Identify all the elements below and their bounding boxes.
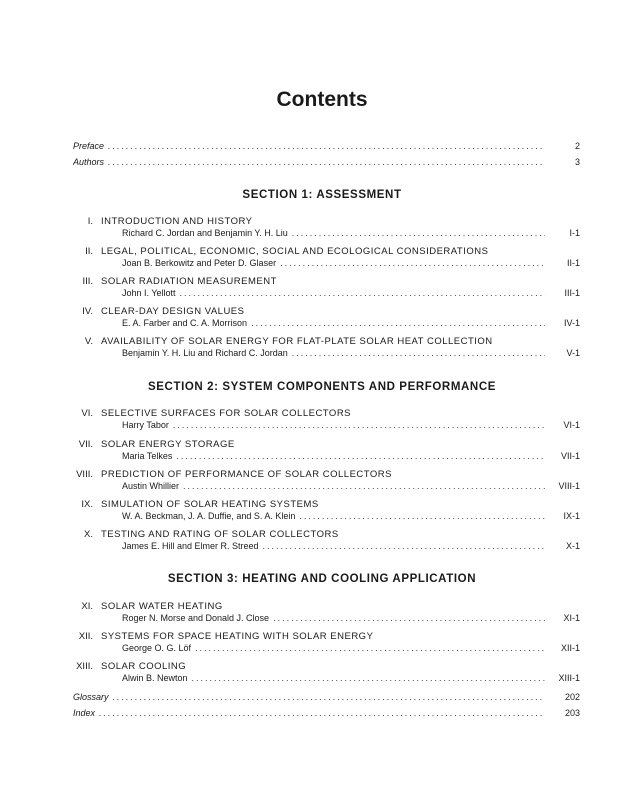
chapter-title: TESTING AND RATING OF SOLAR COLLECTORS [101,529,339,540]
chapter-number: XIII. [76,661,93,672]
chapter-number: III. [82,276,93,287]
chapter-number: II. [85,246,93,257]
page-number: 2 [574,141,580,151]
dot-leader [113,691,545,704]
chapter-authors-row[interactable] [0,672,618,685]
page-number: IX-1 [563,511,580,521]
dot-leader [280,257,545,270]
chapter-authors-row[interactable] [0,480,618,493]
dot-leader [195,642,545,655]
leader-line [73,140,545,153]
chapter-authors-row[interactable] [0,419,618,432]
chapter-number: XII. [78,631,93,642]
dot-leader [173,419,545,432]
leader-line [122,480,545,493]
leader-line [122,450,545,463]
chapter-title: AVAILABILITY OF SOLAR ENERGY FOR FLAT-PLATE SOLAR HEAT COLLECTION [101,336,493,347]
leader-line [122,510,545,523]
leader-line [122,317,545,330]
entry-label: Richard C. Jordan and Benjamin Y. H. Liu [122,228,288,238]
dot-leader [273,612,545,625]
entry-label: Maria Telkes [122,451,173,461]
entry-label: E. A. Farber and C. A. Morrison [122,318,248,328]
entry-label: Austin Whillier [122,481,180,491]
chapter-title: SOLAR COOLING [101,661,187,672]
chapter-authors-row[interactable] [0,257,618,270]
chapter-authors-row[interactable] [0,227,618,240]
page-number: III-1 [564,288,580,298]
chapter-authors-row[interactable] [0,540,618,553]
back-matter-entry[interactable] [0,691,618,704]
dot-leader [192,672,545,685]
entry-label: Roger N. Morse and Donald J. Close [122,613,270,623]
entry-label: Harry Tabor [122,420,169,430]
page-number: XI-1 [563,613,580,623]
page-number: IV-1 [563,318,580,328]
dot-leader [99,707,545,720]
dot-leader [263,540,545,553]
chapter-authors-row[interactable] [0,642,618,655]
chapter-title: SOLAR WATER HEATING [101,601,223,612]
chapter-title: SOLAR RADIATION MEASUREMENT [101,276,277,287]
page-number: XIII-1 [558,673,580,683]
chapter-authors-row[interactable] [0,450,618,463]
entry-label: Index [73,708,96,718]
chapter-title: PREDICTION OF PERFORMANCE OF SOLAR COLLECTORS [101,469,393,480]
chapter-title: CLEAR-DAY DESIGN VALUES [101,306,245,317]
section-heading: SECTION 1: ASSESSMENT [242,189,402,201]
chapter-number: V. [84,336,93,347]
chapter-authors-row[interactable] [0,510,618,523]
leader-line [122,642,545,655]
page-number: I-1 [569,228,580,238]
chapter-number: IX. [81,499,93,510]
dot-leader [180,287,545,300]
dot-leader [183,480,545,493]
page-number: 203 [564,708,580,718]
chapter-number: IV. [82,306,93,317]
chapter-title: SELECTIVE SURFACES FOR SOLAR COLLECTORS [101,408,352,419]
chapter-number: VI. [81,408,93,419]
chapter-number: XI. [81,601,93,612]
page-number: XII-1 [560,643,580,653]
chapter-number: VIII. [76,469,93,480]
dot-leader [292,227,545,240]
chapter-authors-row[interactable] [0,287,618,300]
chapter-title: SOLAR ENERGY STORAGE [101,439,235,450]
chapter-title: INTRODUCTION AND HISTORY [101,216,253,227]
page-number: VIII-1 [558,481,580,491]
page-number: II-1 [566,258,580,268]
leader-line [73,707,545,720]
entry-label: George O. G. Löf [122,643,192,653]
page-title: Contents [276,88,368,111]
page-number: V-1 [566,348,580,358]
dot-leader [108,156,545,169]
chapter-number: VII. [78,439,93,450]
leader-line [122,227,545,240]
entry-label: Benjamin Y. H. Liu and Richard C. Jordan [122,348,288,358]
entry-label: W. A. Beckman, J. A. Duffie, and S. A. Klein [122,511,296,521]
dot-leader [176,450,545,463]
chapter-title: LEGAL, POLITICAL, ECONOMIC, SOCIAL AND ECOLOGICAL CONSIDERATIONS [101,246,489,257]
page-number: 3 [574,157,580,167]
chapter-title: SIMULATION OF SOLAR HEATING SYSTEMS [101,499,319,510]
leader-line [122,257,545,270]
entry-label: James E. Hill and Elmer R. Streed [122,541,259,551]
section-heading: SECTION 2: SYSTEM COMPONENTS AND PERFORMANCE [148,381,496,393]
dot-leader [299,510,545,523]
chapter-authors-row[interactable] [0,317,618,330]
entry-label: Preface [73,141,105,151]
entry-label: Alwin B. Newton [122,673,188,683]
entry-label: Glossary [73,692,109,702]
leader-line [73,156,545,169]
chapter-number: I. [87,216,93,227]
dot-leader [108,140,545,153]
section-heading: SECTION 3: HEATING AND COOLING APPLICATION [167,573,477,585]
entry-label: Authors [73,157,105,167]
leader-line [122,672,545,685]
leader-line [122,540,545,553]
chapter-authors-row[interactable] [0,612,618,625]
page-number: 202 [564,692,580,702]
leader-line [122,347,545,360]
leader-line [122,287,545,300]
front-matter-entry[interactable] [0,156,618,169]
page-number: VII-1 [560,451,580,461]
page-number: VI-1 [563,420,580,430]
leader-line [122,419,545,432]
leader-line [122,612,545,625]
page-number: X-1 [565,541,580,551]
chapter-authors-row[interactable] [0,347,618,360]
entry-label: Joan B. Berkowitz and Peter D. Glaser [122,258,277,268]
front-matter-entry[interactable] [0,140,618,153]
chapter-number: X. [84,529,93,540]
chapter-title: SYSTEMS FOR SPACE HEATING WITH SOLAR ENERGY [101,631,374,642]
entry-label: John I. Yellott [122,288,176,298]
dot-leader [251,317,545,330]
back-matter-entry[interactable] [0,707,618,720]
dot-leader [292,347,545,360]
leader-line [73,691,545,704]
